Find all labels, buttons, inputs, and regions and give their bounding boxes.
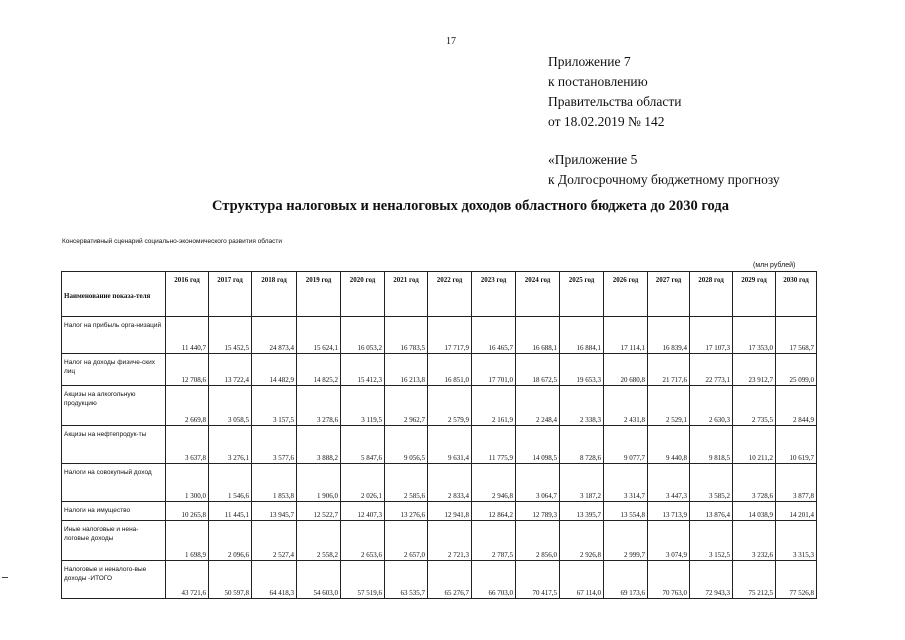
row-label: Иные налоговые и нена-логовые доходы (62, 521, 166, 561)
table-cell: 3 064,7 (516, 464, 560, 502)
column-header-year: 2023 год (472, 272, 516, 317)
row-label: Налоги на совокупный доход (62, 464, 166, 502)
document-title: Структура налоговых и неналоговых доходов областного бюджета до 2030 года (212, 198, 729, 214)
table-cell: 14 098,5 (516, 426, 560, 464)
appendix-line: «Приложение 5 (548, 152, 638, 167)
table-cell: 16 213,8 (385, 354, 428, 386)
table-cell: 66 703,0 (472, 561, 516, 599)
table-cell: 1 853,8 (252, 464, 297, 502)
table-cell: 14 038,9 (733, 502, 776, 521)
table-cell: 10 211,2 (733, 426, 776, 464)
table-cell: 10 265,8 (166, 502, 209, 521)
table-cell: 63 535,7 (385, 561, 428, 599)
table-cell: 12 522,7 (297, 502, 341, 521)
table-cell: 67 114,0 (560, 561, 604, 599)
appendix-line: Приложение 7 (548, 54, 631, 69)
table-cell: 17 568,7 (776, 317, 817, 354)
table-cell: 11 440,7 (166, 317, 209, 354)
table-cell: 1 698,9 (166, 521, 209, 561)
appendix-header (548, 52, 780, 190)
table-cell: 2 669,8 (166, 386, 209, 426)
table-cell: 14 201,4 (776, 502, 817, 521)
table-cell: 3 877,8 (776, 464, 817, 502)
table-cell: 18 672,5 (516, 354, 560, 386)
table-cell: 3 152,5 (690, 521, 733, 561)
table-cell: 17 114,1 (604, 317, 648, 354)
table-cell: 9 077,7 (604, 426, 648, 464)
table-cell: 16 884,1 (560, 317, 604, 354)
table-cell: 15 412,3 (341, 354, 385, 386)
table-cell: 69 173,6 (604, 561, 648, 599)
table-cell: 2 721,3 (428, 521, 472, 561)
appendix-line: к Долгосрочному бюджетному прогнозу (548, 172, 780, 187)
table-cell: 3 157,5 (252, 386, 297, 426)
table-cell: 2 431,8 (604, 386, 648, 426)
table-cell: 3 585,2 (690, 464, 733, 502)
table-cell: 16 839,4 (648, 317, 690, 354)
table-cell: 16 053,2 (341, 317, 385, 354)
row-label: Налоговые и неналого-вые доходы -ИТОГО (62, 561, 166, 599)
column-header-year: 2016 год (166, 272, 209, 317)
column-header-year: 2030 год (776, 272, 817, 317)
table-cell: 64 418,3 (252, 561, 297, 599)
row-label: Акцизы на алкогольную продукцию (62, 386, 166, 426)
table-cell: 20 680,8 (604, 354, 648, 386)
table-cell: 57 519,6 (341, 561, 385, 599)
table-cell: 17 353,0 (733, 317, 776, 354)
table-cell: 15 452,5 (209, 317, 252, 354)
table-cell: 2 999,7 (604, 521, 648, 561)
table-cell: 12 941,8 (428, 502, 472, 521)
table-cell: 3 314,7 (604, 464, 648, 502)
table-body (62, 317, 817, 599)
table-cell: 50 597,8 (209, 561, 252, 599)
appendix-line: Правительства области (548, 94, 682, 109)
table-cell: 3 074,9 (648, 521, 690, 561)
column-header-year: 2017 год (209, 272, 252, 317)
column-header-year: 2026 год (604, 272, 648, 317)
table-cell: 25 099,0 (776, 354, 817, 386)
table-cell: 11 775,9 (472, 426, 516, 464)
appendix-line: к постановлению (548, 74, 648, 89)
table-cell: 2 096,6 (209, 521, 252, 561)
appendix-line: от 18.02.2019 № 142 (548, 114, 665, 129)
table-cell: 2 657,0 (385, 521, 428, 561)
margin-mark (2, 577, 8, 578)
table-cell: 8 728,6 (560, 426, 604, 464)
table-cell: 43 721,6 (166, 561, 209, 599)
table-cell: 2 856,0 (516, 521, 560, 561)
table-cell: 72 943,3 (690, 561, 733, 599)
table-cell: 13 713,9 (648, 502, 690, 521)
table-row (62, 561, 817, 599)
column-header-year: 2025 год (560, 272, 604, 317)
table-cell: 9 818,5 (690, 426, 733, 464)
table-row (62, 426, 817, 464)
table-cell: 9 440,8 (648, 426, 690, 464)
table-cell: 12 864,2 (472, 502, 516, 521)
table-cell: 75 212,5 (733, 561, 776, 599)
table-cell: 70 417,5 (516, 561, 560, 599)
table-cell: 2 787,5 (472, 521, 516, 561)
table-header-row (62, 272, 817, 317)
scenario-caption: Консервативный сценарий социально-экономического развития области (62, 238, 282, 245)
table-cell: 3 577,6 (252, 426, 297, 464)
table-cell: 3 119,5 (341, 386, 385, 426)
table-cell: 17 701,0 (472, 354, 516, 386)
table-cell: 2 653,6 (341, 521, 385, 561)
row-label: Налог на доходы физиче-ских лиц (62, 354, 166, 386)
table-cell: 2 630,3 (690, 386, 733, 426)
table-cell: 15 624,1 (297, 317, 341, 354)
table-row (62, 354, 817, 386)
table-cell: 14 482,9 (252, 354, 297, 386)
column-header-year: 2028 год (690, 272, 733, 317)
table-cell: 2 926,8 (560, 521, 604, 561)
table-cell: 13 395,7 (560, 502, 604, 521)
table-row (62, 464, 817, 502)
table-cell: 3 058,5 (209, 386, 252, 426)
table-cell: 65 276,7 (428, 561, 472, 599)
table-cell: 14 825,2 (297, 354, 341, 386)
table-row (62, 521, 817, 561)
table-cell: 16 688,1 (516, 317, 560, 354)
table-cell: 9 056,5 (385, 426, 428, 464)
table-cell: 2 585,6 (385, 464, 428, 502)
table-cell: 2 248,4 (516, 386, 560, 426)
table-cell: 1 300,0 (166, 464, 209, 502)
table-row (62, 502, 817, 521)
table-cell: 1 546,6 (209, 464, 252, 502)
table-cell: 17 717,9 (428, 317, 472, 354)
table-cell: 10 619,7 (776, 426, 817, 464)
column-header-year: 2022 год (428, 272, 472, 317)
table-cell: 24 873,4 (252, 317, 297, 354)
table-cell: 2 946,8 (472, 464, 516, 502)
table-cell: 21 717,6 (648, 354, 690, 386)
table-cell: 2 579,9 (428, 386, 472, 426)
table-cell: 2 527,4 (252, 521, 297, 561)
table-cell: 2 833,4 (428, 464, 472, 502)
column-header-year: 2019 год (297, 272, 341, 317)
table-cell: 3 187,2 (560, 464, 604, 502)
table-cell: 3 278,6 (297, 386, 341, 426)
row-label: Акцизы на нефтепродук-ты (62, 426, 166, 464)
table-cell: 5 847,6 (341, 426, 385, 464)
table-cell: 2 735,5 (733, 386, 776, 426)
column-header-year: 2020 год (341, 272, 385, 317)
table-cell: 2 844,9 (776, 386, 817, 426)
table-cell: 13 722,4 (209, 354, 252, 386)
table-cell: 2 161,9 (472, 386, 516, 426)
revenue-table (61, 271, 817, 599)
table-cell: 2 529,1 (648, 386, 690, 426)
table-cell: 19 653,3 (560, 354, 604, 386)
column-header-year: 2024 год (516, 272, 560, 317)
table-cell: 16 851,0 (428, 354, 472, 386)
row-label: Налоги на имущество (62, 502, 166, 521)
table-cell: 13 554,8 (604, 502, 648, 521)
table-cell: 17 107,3 (690, 317, 733, 354)
column-header-name: Наименование показа-теля (62, 272, 166, 317)
table-cell: 16 783,5 (385, 317, 428, 354)
table-cell: 13 876,4 (690, 502, 733, 521)
table-cell: 77 526,8 (776, 561, 817, 599)
table-cell: 11 445,1 (209, 502, 252, 521)
spacer (548, 132, 780, 150)
row-label: Налог на прибыль орга-низаций (62, 317, 166, 354)
table-cell: 2 962,7 (385, 386, 428, 426)
table-row (62, 317, 817, 354)
page-number: 17 (446, 36, 456, 47)
table-cell: 3 232,6 (733, 521, 776, 561)
column-header-year: 2029 год (733, 272, 776, 317)
table-cell: 3 637,8 (166, 426, 209, 464)
table-cell: 13 945,7 (252, 502, 297, 521)
table-cell: 12 708,6 (166, 354, 209, 386)
table-cell: 2 338,3 (560, 386, 604, 426)
table-cell: 22 773,1 (690, 354, 733, 386)
units-label: (млн рублей) (753, 262, 796, 269)
table-cell: 13 276,6 (385, 502, 428, 521)
table-cell: 16 465,7 (472, 317, 516, 354)
table-cell: 3 728,6 (733, 464, 776, 502)
table-cell: 3 888,2 (297, 426, 341, 464)
table-cell: 3 315,3 (776, 521, 817, 561)
table-cell: 70 763,0 (648, 561, 690, 599)
table-cell: 54 603,0 (297, 561, 341, 599)
column-header-year: 2027 год (648, 272, 690, 317)
table-cell: 3 276,1 (209, 426, 252, 464)
table-cell: 23 912,7 (733, 354, 776, 386)
table-cell: 2 558,2 (297, 521, 341, 561)
table-cell: 12 407,3 (341, 502, 385, 521)
table-cell: 3 447,3 (648, 464, 690, 502)
table-row (62, 386, 817, 426)
table-cell: 9 631,4 (428, 426, 472, 464)
table-cell: 12 789,3 (516, 502, 560, 521)
column-header-year: 2018 год (252, 272, 297, 317)
column-header-year: 2021 год (385, 272, 428, 317)
table-cell: 1 906,0 (297, 464, 341, 502)
table-cell: 2 026,1 (341, 464, 385, 502)
